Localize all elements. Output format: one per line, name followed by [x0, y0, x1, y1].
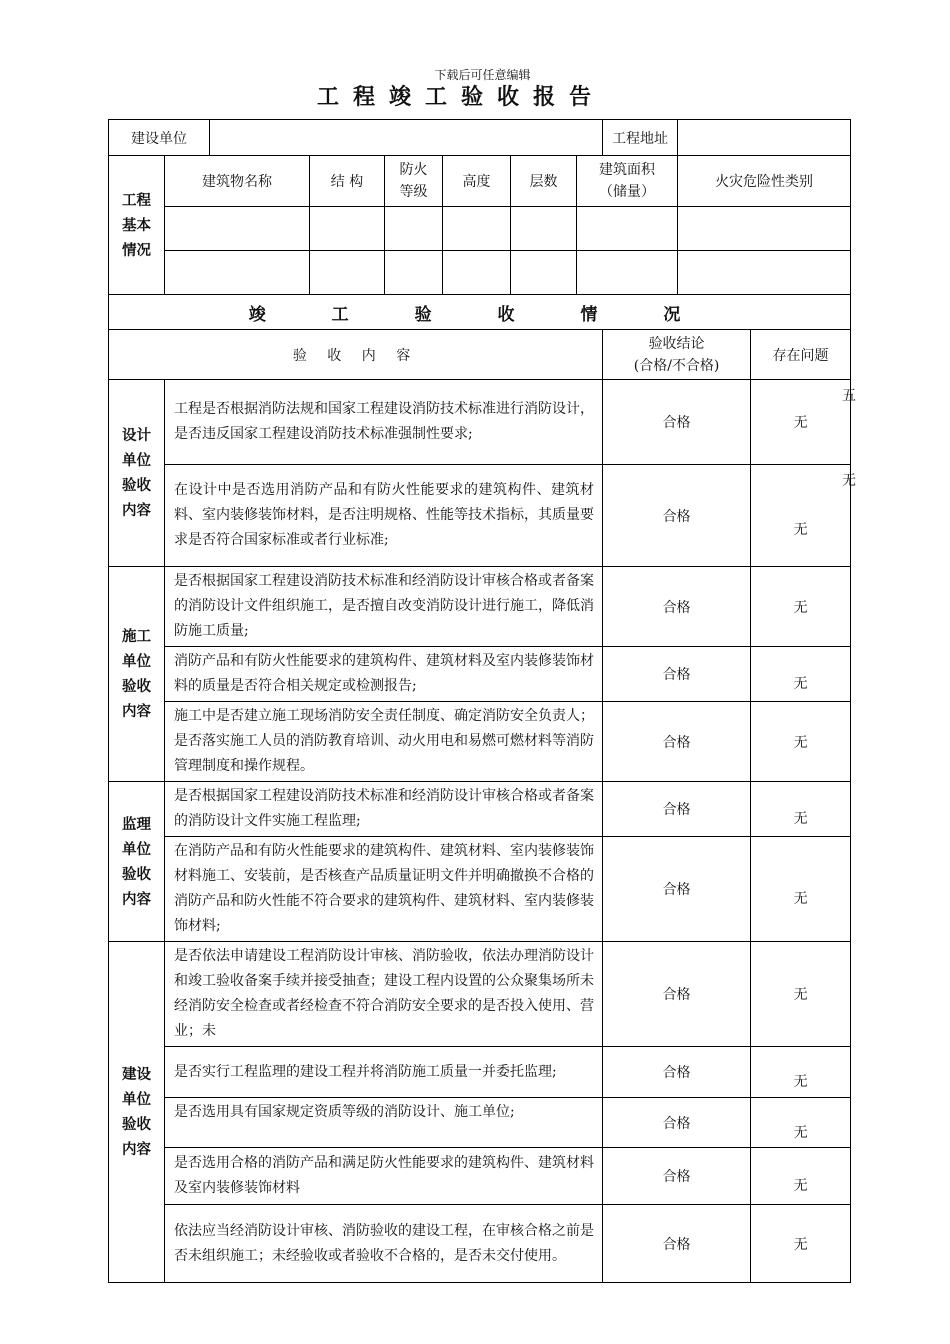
item-result[interactable]: 合格: [603, 465, 751, 567]
acceptance-item-row: [109, 837, 851, 942]
acceptance-item-row: [109, 567, 851, 647]
unit-value[interactable]: [210, 120, 603, 156]
item-issue[interactable]: 无: [751, 647, 851, 702]
item-content: 消防产品和有防火性能要求的建筑构件、建筑材料及室内装修装饰材料的质量是否符合相关规定或检测报告;: [165, 647, 603, 702]
item-content: 是否根据国家工程建设消防技术标准和经消防设计审核合格或者备案的消防设计文件实施工程监理;: [165, 782, 603, 837]
col-floors: 层数: [511, 156, 577, 207]
item-issue[interactable]: 无: [751, 1047, 851, 1098]
item-issue[interactable]: 无: [751, 942, 851, 1047]
item-content: 在消防产品和有防火性能要求的建筑构件、建筑材料、室内装修装饰材料施工、安装前，是否核查产品质量证明文件并明确撤换不合格的消防产品和防火性能不符合要求的建筑构件、建筑材料、室内装修装饰材料;: [165, 837, 603, 942]
item-result[interactable]: 合格: [603, 567, 751, 647]
header-issues: 存在问题: [751, 330, 851, 380]
item-content: 在设计中是否选用消防产品和有防火性能要求的建筑构件、建筑材料、室内装修装饰材料，是否注明规格、性能等技术指标，其质量要求是否符合国家标准或者行业标准;: [165, 465, 603, 567]
col-height: 高度: [443, 156, 511, 207]
acceptance-header-row: [109, 330, 851, 380]
address-value[interactable]: [678, 120, 851, 156]
item-result[interactable]: 合格: [603, 942, 751, 1047]
cell[interactable]: [511, 251, 577, 295]
group-label-owner: 建设 单位 验收 内容: [109, 942, 165, 1283]
group-label-supervision: 监理 单位 验收 内容: [109, 782, 165, 942]
col-fire-rating: 防火 等级: [385, 156, 443, 207]
cell[interactable]: [678, 251, 851, 295]
acceptance-item-row: [109, 647, 851, 702]
acceptance-item-row: [109, 465, 851, 567]
basic-info-row: [109, 251, 851, 295]
cell[interactable]: [165, 207, 310, 251]
margin-mark: 五: [842, 388, 856, 404]
acceptance-item-row: [109, 702, 851, 782]
cell[interactable]: [678, 207, 851, 251]
group-label-design: 设计 单位 验收 内容: [109, 380, 165, 567]
item-result[interactable]: 合格: [603, 702, 751, 782]
item-content: 是否选用具有国家规定资质等级的消防设计、施工单位;: [165, 1098, 603, 1148]
basic-info-header-row: [109, 156, 851, 207]
acceptance-item-row: [109, 380, 851, 465]
item-issue[interactable]: 无: [751, 1148, 851, 1205]
acceptance-item-row: [109, 1148, 851, 1205]
item-result[interactable]: 合格: [603, 782, 751, 837]
item-result[interactable]: 合格: [603, 1047, 751, 1098]
item-issue[interactable]: 无: [751, 837, 851, 942]
cell[interactable]: [443, 207, 511, 251]
acceptance-item-row: [109, 782, 851, 837]
acceptance-section-title: 竣 工 验 收 情 况: [109, 295, 851, 330]
acceptance-item-row: [109, 1047, 851, 1098]
cell[interactable]: [577, 207, 678, 251]
item-result[interactable]: 合格: [603, 380, 751, 465]
acceptance-item-row: [109, 1205, 851, 1283]
item-issue[interactable]: 无: [751, 702, 851, 782]
unit-label: 建设单位: [109, 120, 210, 156]
cell[interactable]: [165, 251, 310, 295]
item-issue[interactable]: 无: [751, 567, 851, 647]
acceptance-item-row: [109, 942, 851, 1047]
header-conclusion: 验收结论 (合格/不合格): [603, 330, 751, 380]
cell[interactable]: [511, 207, 577, 251]
cell[interactable]: [385, 207, 443, 251]
item-issue[interactable]: 无: [751, 1205, 851, 1283]
item-issue[interactable]: 无: [751, 380, 851, 465]
col-fire-hazard: 火灾危险性类别: [678, 156, 851, 207]
cell[interactable]: [443, 251, 511, 295]
cell[interactable]: [385, 251, 443, 295]
cell[interactable]: [310, 251, 385, 295]
item-content: 依法应当经消防设计审核、消防验收的建设工程，在审核合格之前是否未组织施工；未经验收或者验收不合格的，是否未交付使用。: [165, 1205, 603, 1283]
cell[interactable]: [577, 251, 678, 295]
group-label-construction: 施工 单位 验收 内容: [109, 567, 165, 782]
item-result[interactable]: 合格: [603, 1205, 751, 1283]
item-result[interactable]: 合格: [603, 1148, 751, 1205]
item-result[interactable]: 合格: [603, 647, 751, 702]
cell[interactable]: [310, 207, 385, 251]
col-area: 建筑面积 （储量）: [577, 156, 678, 207]
item-issue[interactable]: 无: [751, 465, 851, 567]
basic-info-row: [109, 207, 851, 251]
col-building-name: 建筑物名称: [165, 156, 310, 207]
item-issue[interactable]: 无: [751, 782, 851, 837]
item-content: 施工中是否建立施工现场消防安全责任制度、确定消防安全负责人；是否落实施工人员的消防教育培训、动火用电和易燃可燃材料等消防管理制度和操作规程。: [165, 702, 603, 782]
item-issue[interactable]: 无: [751, 1098, 851, 1148]
margin-mark: 无: [842, 473, 856, 489]
acceptance-report-table: [108, 119, 851, 1283]
col-structure: 结 构: [310, 156, 385, 207]
acceptance-item-row: [109, 1098, 851, 1148]
unit-row: [109, 120, 851, 156]
item-content: 是否选用合格的消防产品和满足防火性能要求的建筑构件、建筑材料及室内装修装饰材料: [165, 1148, 603, 1205]
basic-info-label: 工程 基本 情况: [109, 156, 165, 295]
item-result[interactable]: 合格: [603, 837, 751, 942]
item-content: 工程是否根据消防法规和国家工程建设消防技术标准进行消防设计，是否违反国家工程建设消防技术标准强制性要求;: [165, 380, 603, 465]
item-result[interactable]: 合格: [603, 1098, 751, 1148]
item-content: 是否根据国家工程建设消防技术标准和经消防设计审核合格或者备案的消防设计文件组织施工，是否擅自改变消防设计进行施工，降低消防施工质量;: [165, 567, 603, 647]
address-label: 工程地址: [603, 120, 678, 156]
report-title: 工程竣工验收报告: [316, 84, 605, 110]
download-note: 下载后可任意编辑: [434, 68, 531, 82]
item-content: 是否依法申请建设工程消防设计审核、消防验收，依法办理消防设计和竣工验收备案手续并接受抽查；建设工程内设置的公众聚集场所未经消防安全检查或者经检查不符合消防安全要求的是否投入使用、营业；未: [165, 942, 603, 1047]
item-content: 是否实行工程监理的建设工程并将消防施工质量一并委托监理;: [165, 1047, 603, 1098]
header-content: 验 收 内 容: [109, 330, 603, 380]
acceptance-title-row: [109, 295, 851, 330]
